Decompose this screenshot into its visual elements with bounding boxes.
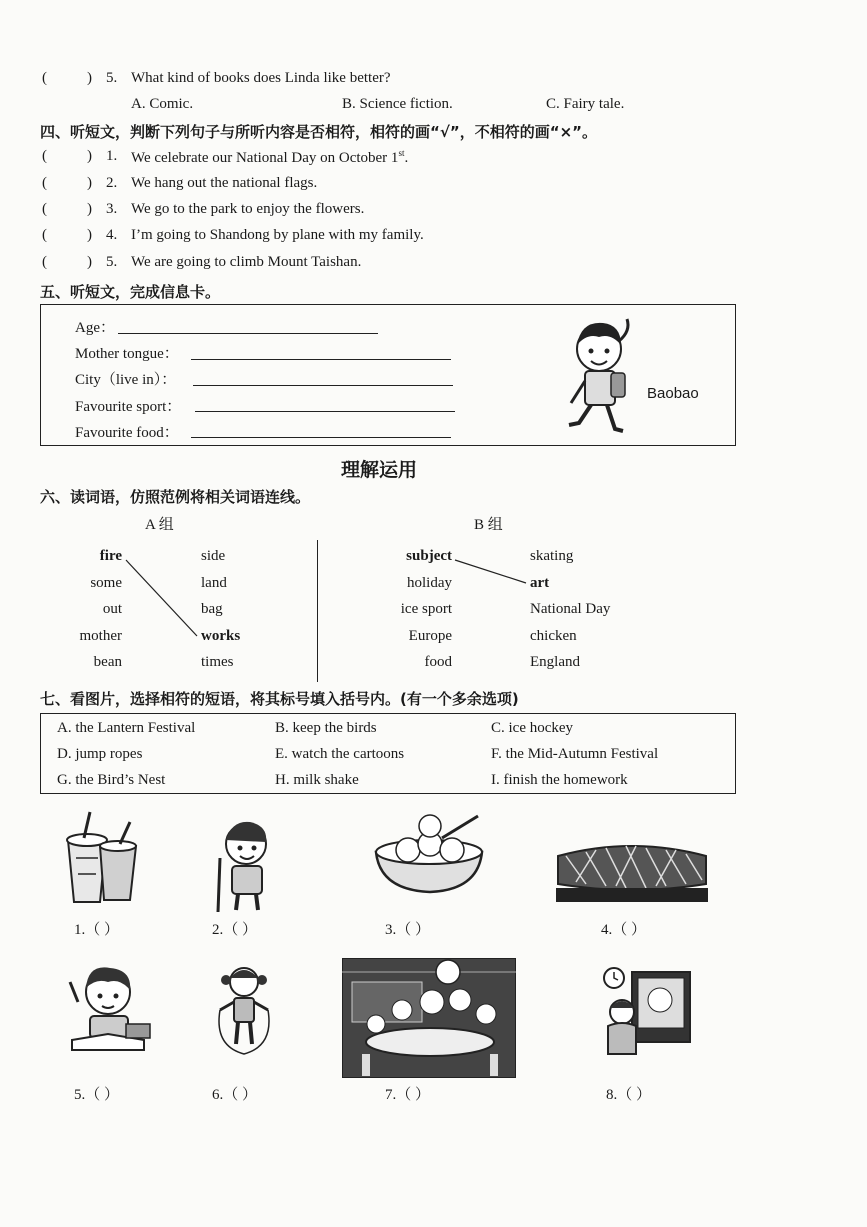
item-number: 3. [106,201,118,217]
answer-blank[interactable]: 5.（ ） [74,1087,120,1103]
answer-paren-close: ) [87,201,92,217]
option-f: F. the Mid-Autumn Festival [491,746,659,762]
word-mother[interactable]: mother [79,628,122,644]
answer-paren-open: ( [42,201,47,217]
family-moon-dinner-picture-icon [342,958,516,1078]
item-text: We go to the park to enjoy the flowers. [131,201,365,217]
section4-title: 四、听短文，判断下列句子与所听内容是否相符，相符的画“√”，不相符的画“×”。 [40,123,598,141]
item-number: 1. [106,148,118,164]
field-label-mother-tongue: Mother tongue： [75,346,179,362]
word-food[interactable]: food [424,654,452,670]
word-out[interactable]: out [102,601,122,617]
item-text: We are going to climb Mount Taishan. [131,254,362,270]
answer-paren-close: ) [87,254,92,270]
watching-tv-picture-icon [598,964,694,1060]
answer-paren-open: ( [42,148,47,164]
option-c: C. ice hockey [491,720,574,736]
answer-blank[interactable]: 8.（ ） [606,1087,652,1103]
answer-blank[interactable]: 3.（ ） [385,922,431,938]
homework-boy-picture-icon [64,962,154,1056]
word-times[interactable]: times [201,654,234,670]
item-text: I’m going to Shandong by plane with my family. [131,227,424,243]
answer-paren-close: ) [87,70,92,86]
question-text: What kind of books does Linda like better? [131,70,391,86]
answer-blank[interactable]: 4.（ ） [601,922,647,938]
answer-blank[interactable]: 6.（ ） [212,1087,258,1103]
birds-nest-stadium-picture-icon [556,836,708,902]
part-heading: 理解运用 [341,459,418,481]
answer-paren-open: ( [42,254,47,270]
character-name: Baobao [647,385,699,402]
word-europe[interactable]: Europe [408,628,452,644]
option-c: C. Fairy tale. [546,96,625,112]
group-b-label: B 组 [474,517,503,533]
word-some[interactable]: some [90,575,122,591]
word-england[interactable]: England [530,654,580,670]
field-label-food: Favourite food： [75,425,179,441]
milkshake-picture-icon [62,810,144,906]
answer-blank[interactable]: 7.（ ） [385,1087,431,1103]
word-national-day[interactable]: National Day [530,601,611,617]
word-ice-sport[interactable]: ice sport [400,601,452,617]
section6-title: 六、读词语，仿照范例将相关词语连线。 [40,488,311,506]
word-works[interactable]: works [201,628,241,644]
section7-title: 七、看图片，选择相符的短语，将其标号填入括号内。(有一个多余选项) [40,690,519,708]
answer-paren-open: ( [42,70,47,86]
answer-paren-close: ) [87,227,92,243]
item-number: 5. [106,254,118,270]
item-text: We celebrate our National Day on October 1st. [131,148,409,166]
word-holiday[interactable]: holiday [407,575,452,591]
answer-blank[interactable]: 1.（ ） [74,922,120,938]
word-chicken[interactable]: chicken [530,628,577,644]
jump-rope-girl-picture-icon [210,962,278,1058]
word-bean[interactable]: bean [93,654,122,670]
ice-hockey-boy-picture-icon [208,818,274,914]
answer-paren-close: ) [87,175,92,191]
word-art[interactable]: art [530,575,550,591]
option-a: A. Comic. [131,96,194,112]
word-side[interactable]: side [201,548,226,564]
option-b: B. Science fiction. [342,96,453,112]
item-text: We hang out the national flags. [131,175,318,191]
answer-paren-open: ( [42,175,47,191]
option-a: A. the Lantern Festival [57,720,196,736]
option-g: G. the Bird’s Nest [57,772,166,788]
options-box [40,713,736,794]
section5-title: 五、听短文，完成信息卡。 [40,283,221,301]
word-skating[interactable]: skating [530,548,574,564]
field-label-age: Age： [75,320,115,336]
option-e: E. watch the cartoons [275,746,405,762]
option-i: I. finish the homework [491,772,628,788]
word-subject[interactable]: subject [406,548,452,564]
sweet-dumplings-bowl-picture-icon [372,812,486,894]
option-d: D. jump ropes [57,746,143,762]
item-number: 2. [106,175,118,191]
item-number: 4. [106,227,118,243]
word-bag[interactable]: bag [201,601,223,617]
field-label-city: City（live in）： [75,372,177,388]
option-h: H. milk shake [275,772,359,788]
answer-paren-close: ) [87,148,92,164]
word-fire[interactable]: fire [99,548,122,564]
word-land[interactable]: land [201,575,227,591]
question-number: 5. [106,70,118,86]
field-label-sport: Favourite sport： [75,399,182,415]
group-a-label: A 组 [145,517,174,533]
answer-paren-open: ( [42,227,47,243]
option-b: B. keep the birds [275,720,377,736]
answer-blank[interactable]: 2.（ ） [212,922,258,938]
